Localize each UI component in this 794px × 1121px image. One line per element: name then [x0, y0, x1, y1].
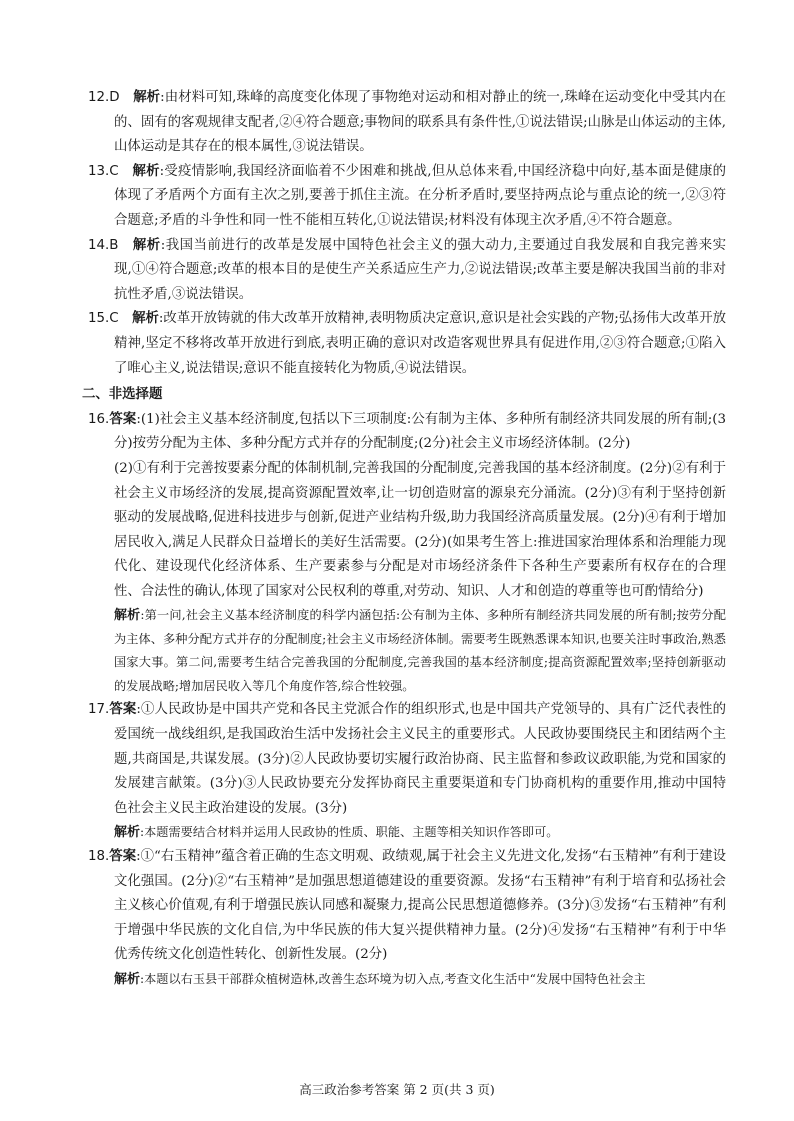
analysis-label: 解析: [114, 608, 141, 624]
answer-text: :由材料可知,珠峰的高度变化体现了事物绝对运动和相对静止的统一,珠峰在运动变化中受其内在的、固有的客观规律支配者,②④符合题意;事物间的联系具有条件性,①说法错误;山脉是山体运动的主体,山体运动是其存在的根本属性,③说法错误。: [114, 90, 727, 155]
answer-text: :我国当前进行的改革是发展中国特色社会主义的强大动力,主要通过自我发展和自我完善来实现,①④符合题意;改革的根本目的是使生产关系适应生产力,②说法错误;改革主要是解决我国当前的非对抗性矛盾,③说法错误。: [114, 237, 727, 302]
answer-label: 答案: [109, 848, 137, 864]
page-footer: 高三政治参考答案 第 2 页(共 3 页): [299, 1082, 495, 1097]
question-number: 15.C: [88, 311, 119, 327]
analysis-label: 解析: [132, 311, 159, 327]
question-number: 13.C: [88, 163, 119, 179]
analysis-label: 解析: [132, 163, 160, 179]
answer-text: :(1)社会主义基本经济制度,包括以下三项制度:公有制为主体、多种所有制经济共同发展的所有制;(3分)按劳分配为主体、多种分配方式并存的分配制度;(2分)社会主义市场经济体制。(2分): [114, 411, 727, 452]
question-number: 17.: [88, 702, 110, 718]
question-number: 14.B: [88, 237, 119, 253]
analysis-text: :本题以右玉县干部群众植树造林,改善生态环境为切入点,考查文化生活中“发展中国特色社会主: [140, 971, 646, 986]
analysis-17: [88, 821, 726, 845]
analysis-label: 解析: [132, 237, 161, 253]
analysis-label: 解析: [114, 971, 141, 987]
answer-text: :①“右玉精神”蕴含着正确的生态文明观、政绩观,属于社会主义先进文化,发扬“右玉精神”有利于建设文化强国。(2分)②“右玉精神”是加强思想道德建设的重要资源。发扬“右玉精神”有利于培育和弘扬社会主义核心价值观,有利于增强民族认同感和凝聚力,提高公民思想道德修养。(3分)③发扬“右玉精神”有利于增强中华民族的文化自信,为中华民族的伟大复兴提供精神力量。(2分)④发扬“右玉精神”有利于中华优秀传统文化创造性转化、创新性发展。(2分): [114, 848, 726, 963]
answer-label: 答案: [109, 411, 137, 427]
section-heading: 二、非选择题: [82, 387, 163, 403]
answer-18: [88, 845, 726, 968]
answer-16-part2: (2)①有利于完善按要素分配的体制机制,完善我国的分配制度,完善我国的基本经济制度。(2分)②有利于社会主义市场经济的发展,提高资源配置效率,让一切创造财富的源泉充分涌流。(2分)③有利于坚持创新驱动的发展战略,促进科技进步与创新,促进产业结构升级,助力我国经济高质量发展。(2分)④有利于增加居民收入,满足人民群众日益增长的美好生活需要。(2分)(如果考生答上:推进国家治理体系和治理能力现代化、建设现代化经济体系、生产要素参与分配是对市场经济条件下各种生产要素所有权存在的合理性、合法性的确认,体现了国家对公民权利的尊重,对劳动、知识、人才和创造的尊重等也可酌情给分): [114, 460, 726, 599]
question-number: 16.: [88, 411, 110, 427]
question-number: 18.: [88, 848, 110, 864]
question-number: 12.D: [88, 90, 120, 105]
answer-15: [88, 307, 726, 381]
analysis-text: :本题需要结合材料并运用人民政协的性质、职能、主题等相关知识作答即可。: [140, 825, 559, 840]
answer-text: :改革开放铸就的伟大改革开放精神,表明物质决定意识,意识是社会实践的产物;弘扬伟大改革开放精神,坚定不移将改革开放进行到底,表明正确的意识对改造客观世界具有促进作用,②③符合题意;①陷入了唯心主义,说法错误;意识不能直接转化为物质,④说法错误。: [114, 311, 726, 376]
answer-17: [88, 698, 726, 821]
answer-14: [88, 234, 726, 308]
analysis-16: [88, 604, 726, 698]
analysis-label: 解析: [133, 90, 161, 105]
analysis-18: [88, 968, 726, 992]
answer-16: [88, 408, 726, 457]
answer-13: [88, 160, 726, 234]
answer-text: :受疫情影响,我国经济面临着不少困难和挑战,但从总体来看,中国经济稳中向好,基本面是健康的体现了矛盾两个方面有主次之别,要善于抓住主流。在分析矛盾时,要坚持两点论与重点论的统一,②③符合题意;矛盾的斗争性和同一性不能相互转化,①说法错误;材料没有体现主次矛盾,④不符合题意。: [114, 163, 726, 228]
answer-12: [88, 86, 726, 160]
analysis-label: 解析: [114, 825, 141, 841]
answer-text: :①人民政协是中国共产党和各民主党派合作的组织形式,也是中国共产党领导的、具有广泛代表性的爱国统一战线组织,是我国政治生活中发扬社会主义民主的重要形式。人民政协要围绕民主和团结两个主题,共商国是,共谋发展。(3分)②人民政协要切实履行政治协商、民主监督和参政议政职能,为党和国家的发展建言献策。(3分)③人民政协要充分发挥协商民主重要渠道和专门协商机构的重要作用,推动中国特色社会主义民主政治建设的发展。(3分): [114, 702, 727, 816]
answer-label: 答案: [109, 702, 137, 718]
analysis-text: :第一问,社会主义基本经济制度的科学内涵包括:公有制为主体、多种所有制经济共同发展的所有制;按劳分配为主体、多种分配方式并存的分配制度;社会主义市场经济体制。需要考生既熟悉课本知识,也要关注时事政治,熟悉国家大事。第二问,需要考生结合完善我国的分配制度,完善我国的基本经济制度;提高资源配置效率;坚持创新驱动的发展战略;增加居民收入等几个角度作答,综合性较强。: [114, 608, 726, 693]
